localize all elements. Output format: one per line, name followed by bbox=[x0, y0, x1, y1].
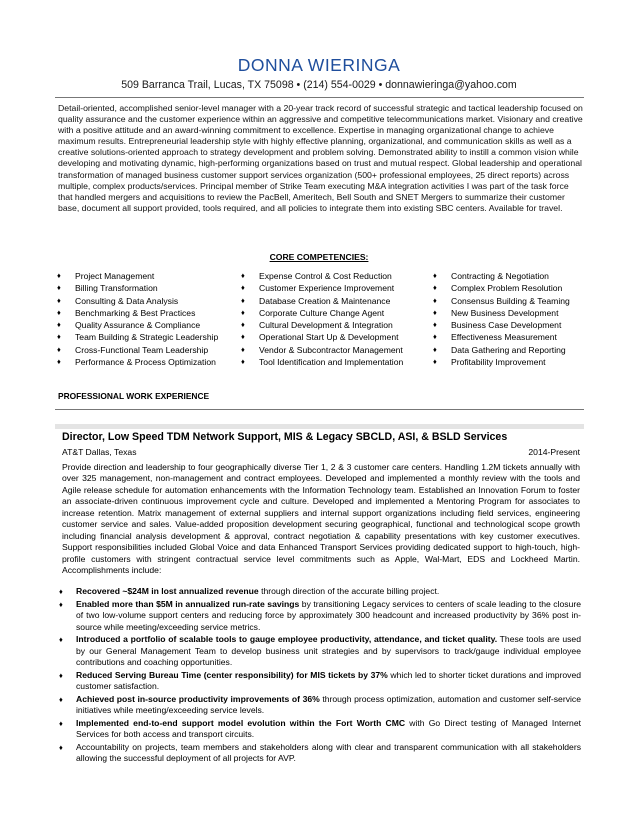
achievement-highlight: Introduced a portfolio of scalable tools to gauge employee productivity, attendance, and ticket quality. bbox=[76, 634, 498, 645]
achievement-highlight: Achieved post in-source productivity improvements of 36% bbox=[76, 693, 320, 704]
competency-item bbox=[241, 356, 404, 368]
core-competencies-heading: CORE COMPETENCIES: bbox=[269, 252, 369, 262]
job-title: Director, Low Speed TDM Network Support, MIS & Legacy SBCLD, ASI, & BSLD Services bbox=[62, 431, 508, 443]
achievement-item bbox=[59, 598, 582, 633]
diamond-bullet-icon: ♦ bbox=[57, 283, 61, 293]
diamond-bullet-icon: ♦ bbox=[241, 283, 245, 293]
competency-item bbox=[241, 307, 403, 319]
competency-item bbox=[433, 356, 570, 368]
diamond-bullet-icon: ♦ bbox=[433, 320, 437, 330]
competencies-column-3 bbox=[433, 270, 570, 368]
diamond-bullet-icon: ♦ bbox=[241, 344, 245, 354]
achievement-text: through direction of the accurate billing project. bbox=[258, 586, 440, 596]
achievement-item bbox=[59, 717, 581, 741]
competency-label: Profitability Improvement bbox=[451, 357, 546, 368]
contact-line: 509 Barranca Trail, Lucas, TX 75098 • (214) 554-0029 • donnawieringa@yahoo.com bbox=[121, 79, 517, 91]
achievement-text: through process optimization, automation and customer self-service initiatives while meeting/exceeding service levels. bbox=[76, 693, 581, 716]
competency-label: Consulting & Data Analysis bbox=[75, 295, 179, 306]
competency-item bbox=[433, 344, 570, 356]
competency-item bbox=[433, 270, 570, 282]
achievement-item bbox=[59, 669, 581, 693]
diamond-bullet-icon: ♦ bbox=[57, 357, 61, 367]
competency-item bbox=[433, 295, 570, 307]
competency-label: New Business Development bbox=[451, 307, 559, 318]
competency-item bbox=[433, 282, 570, 294]
competency-label: Operational Start Up & Development bbox=[259, 332, 399, 343]
competency-label: Vendor & Subcontractor Management bbox=[259, 344, 403, 355]
achievement-item bbox=[59, 634, 581, 668]
achievement-text: with Go Direct testing of Managed Internet Services for both access and transport circuits. bbox=[76, 717, 581, 740]
achievement-highlight: Implemented end-to-end support model evolution within the Fort Worth CMC bbox=[76, 717, 406, 728]
diamond-bullet-icon: ♦ bbox=[241, 307, 245, 317]
achievement-highlight: Recovered ~$24M in lost annualized revenue bbox=[76, 586, 259, 596]
competency-item bbox=[57, 331, 219, 343]
competencies-column-2 bbox=[241, 270, 404, 368]
competency-item bbox=[57, 356, 218, 368]
competency-item bbox=[57, 344, 218, 356]
competency-item bbox=[241, 295, 403, 307]
diamond-bullet-icon: ♦ bbox=[59, 670, 63, 680]
competency-label: Effectiveness Measurement bbox=[451, 332, 557, 343]
diamond-bullet-icon: ♦ bbox=[59, 743, 63, 753]
diamond-bullet-icon: ♦ bbox=[57, 320, 61, 330]
achievement-text: These tools are used by our General Management Team to develop business unit strategies and by supervisors to track/gauge individual employee contributions and coaching opportunities. bbox=[76, 634, 581, 668]
diamond-bullet-icon: ♦ bbox=[241, 320, 245, 330]
competency-label: Contracting & Negotiation bbox=[451, 271, 549, 281]
competency-label: Consensus Building & Teaming bbox=[451, 295, 570, 306]
competency-label: Cross-Functional Team Leadership bbox=[75, 344, 209, 355]
experience-divider bbox=[55, 409, 584, 410]
competency-label: Corporate Culture Change Agent bbox=[259, 307, 385, 318]
diamond-bullet-icon: ♦ bbox=[241, 332, 245, 342]
diamond-bullet-icon: ♦ bbox=[57, 307, 61, 317]
achievement-text: which led to shorter ticket durations and improved customer satisfaction. bbox=[76, 669, 581, 692]
diamond-bullet-icon: ♦ bbox=[241, 295, 245, 305]
achievement-highlight: Enabled more than $5M in annualized run-rate savings bbox=[76, 598, 300, 609]
achievement-highlight: Reduced Serving Bureau Time (center responsibility) for MIS tickets by 37% bbox=[76, 669, 388, 680]
competency-label: Customer Experience Improvement bbox=[259, 283, 395, 294]
competency-item bbox=[241, 319, 403, 331]
diamond-bullet-icon: ♦ bbox=[59, 694, 63, 704]
header-divider bbox=[55, 97, 584, 98]
job-dates: 2014-Present bbox=[528, 447, 580, 457]
diamond-bullet-icon: ♦ bbox=[57, 271, 61, 280]
competency-item bbox=[241, 282, 403, 294]
competency-item bbox=[57, 270, 218, 282]
competency-label: Expense Control & Cost Reduction bbox=[259, 271, 392, 281]
competency-item bbox=[433, 331, 570, 343]
competency-item bbox=[241, 270, 403, 282]
candidate-name: DONNA WIERINGA bbox=[237, 55, 401, 75]
competency-label: Project Management bbox=[75, 271, 155, 281]
competency-label: Billing Transformation bbox=[75, 283, 158, 294]
diamond-bullet-icon: ♦ bbox=[59, 587, 63, 596]
diamond-bullet-icon: ♦ bbox=[433, 295, 437, 305]
diamond-bullet-icon: ♦ bbox=[433, 307, 437, 317]
competencies-column-1 bbox=[57, 270, 219, 368]
job-description: Provide direction and leadership to four geographically diverse Tier 1, 2 & 3 customer care centers. Handling 1.2M tickets annually with over 325 management, non-management and contract employees. Developed and implemented a monthly review with the tools and Agile release schedule for automation enhancements with the Information Technology team. Established an Innovation Forum to foster an associate-driven continuous improvement cycle and culture. Developed and implemented a Mentoring Program for associates to increase retention. Matrix management of external suppliers and internal support organizations including field services, engineering customer service and sales. Value-added proposition development securing geographical, functional and technological scope growth including financial analysis development & approval, contract negotiation & capability presentations with key customer executives. Support responsibilities included Global Voice and data Enhanced Transport Services providing dedicated support to high-touch, high-profile customers with stringent contractual service level commitments such as Apple, Wal-Mart, EDS and Lockheed Martin. Accomplishments include: bbox=[62, 462, 580, 576]
job-company: AT&T Dallas, Texas bbox=[62, 447, 137, 457]
diamond-bullet-icon: ♦ bbox=[59, 599, 63, 609]
competency-label: Team Building & Strategic Leadership bbox=[75, 332, 219, 343]
competency-label: Business Case Development bbox=[451, 320, 562, 331]
competency-label: Database Creation & Maintenance bbox=[259, 295, 391, 306]
achievement-item bbox=[59, 742, 581, 765]
competency-item bbox=[241, 331, 403, 343]
diamond-bullet-icon: ♦ bbox=[57, 295, 61, 305]
diamond-bullet-icon: ♦ bbox=[59, 718, 63, 728]
diamond-bullet-icon: ♦ bbox=[433, 332, 437, 342]
diamond-bullet-icon: ♦ bbox=[57, 332, 61, 342]
competency-label: Performance & Process Optimization bbox=[75, 357, 216, 368]
competency-label: Tool Identification and Implementation bbox=[259, 357, 404, 368]
competency-item bbox=[57, 295, 218, 307]
competency-item bbox=[433, 319, 570, 331]
professional-summary: Detail-oriented, accomplished senior-level manager with a 20-year track record of successful strategic and tactical leadership focused on quality assurance and the customer experience within an aggressive and competitive telecommunications market. Visionary and creative with a positive attitude and an award-winning commitment to excellence. Expertise in managing organizational change to achieve maximum results. Entrepreneurial leadership style with highly effective planning, organizational, and communication skills as well as a creative solutions-oriented approach to strategy development and problem solving. Demonstrated ability to instill a common vision while developing and motivating dynamic, high-performing organizations based on trust and mutual respect. Global leadership and operational transformation of managed business customer support services organization (500+ professional employees, 25 direct reports) across multiple, complex products/services. Principal member of Strike Team executing M&A integration activities I was part of the task force that handled mergers and acquisitions to review the PacBell, Ameritech, Bell South and SNET Mergers to summarize their customer base, document all support provided, tools required, and all policies to integrate them into existing SBC centers. Available for travel. bbox=[58, 103, 583, 213]
diamond-bullet-icon: ♦ bbox=[433, 283, 437, 293]
competency-item bbox=[57, 319, 218, 331]
competency-label: Complex Problem Resolution bbox=[451, 283, 563, 294]
experience-heading: PROFESSIONAL WORK EXPERIENCE bbox=[58, 391, 210, 401]
competency-label: Cultural Development & Integration bbox=[259, 320, 393, 331]
diamond-bullet-icon: ♦ bbox=[433, 357, 437, 367]
competency-label: Benchmarking & Best Practices bbox=[75, 307, 196, 318]
competency-item bbox=[57, 282, 218, 294]
achievement-text: by transitioning Legacy services to centers of scale leading to the closure of two low-volume support centers and reducing force by approximately 300 headcount and increased productivity by 36% post in-source while meeting/exceeding service metrics. bbox=[76, 598, 582, 632]
diamond-bullet-icon: ♦ bbox=[241, 357, 245, 367]
diamond-bullet-icon: ♦ bbox=[433, 344, 437, 354]
competency-item bbox=[241, 344, 403, 356]
achievement-text: Accountability on projects, team members and stakeholders along with clear and transparent communication with all stakeholders allowing the successful deployment of all projects for AVP. bbox=[76, 742, 581, 764]
achievements-list bbox=[59, 586, 582, 766]
diamond-bullet-icon: ♦ bbox=[433, 271, 437, 280]
competency-item bbox=[57, 307, 218, 319]
job-header-shade bbox=[55, 424, 584, 429]
competency-item bbox=[433, 307, 570, 319]
diamond-bullet-icon: ♦ bbox=[241, 271, 245, 280]
competency-label: Data Gathering and Reporting bbox=[451, 344, 566, 355]
achievement-item bbox=[59, 586, 581, 597]
diamond-bullet-icon: ♦ bbox=[59, 635, 63, 645]
diamond-bullet-icon: ♦ bbox=[57, 344, 61, 354]
achievement-item bbox=[59, 693, 581, 717]
competency-label: Quality Assurance & Compliance bbox=[75, 320, 201, 331]
